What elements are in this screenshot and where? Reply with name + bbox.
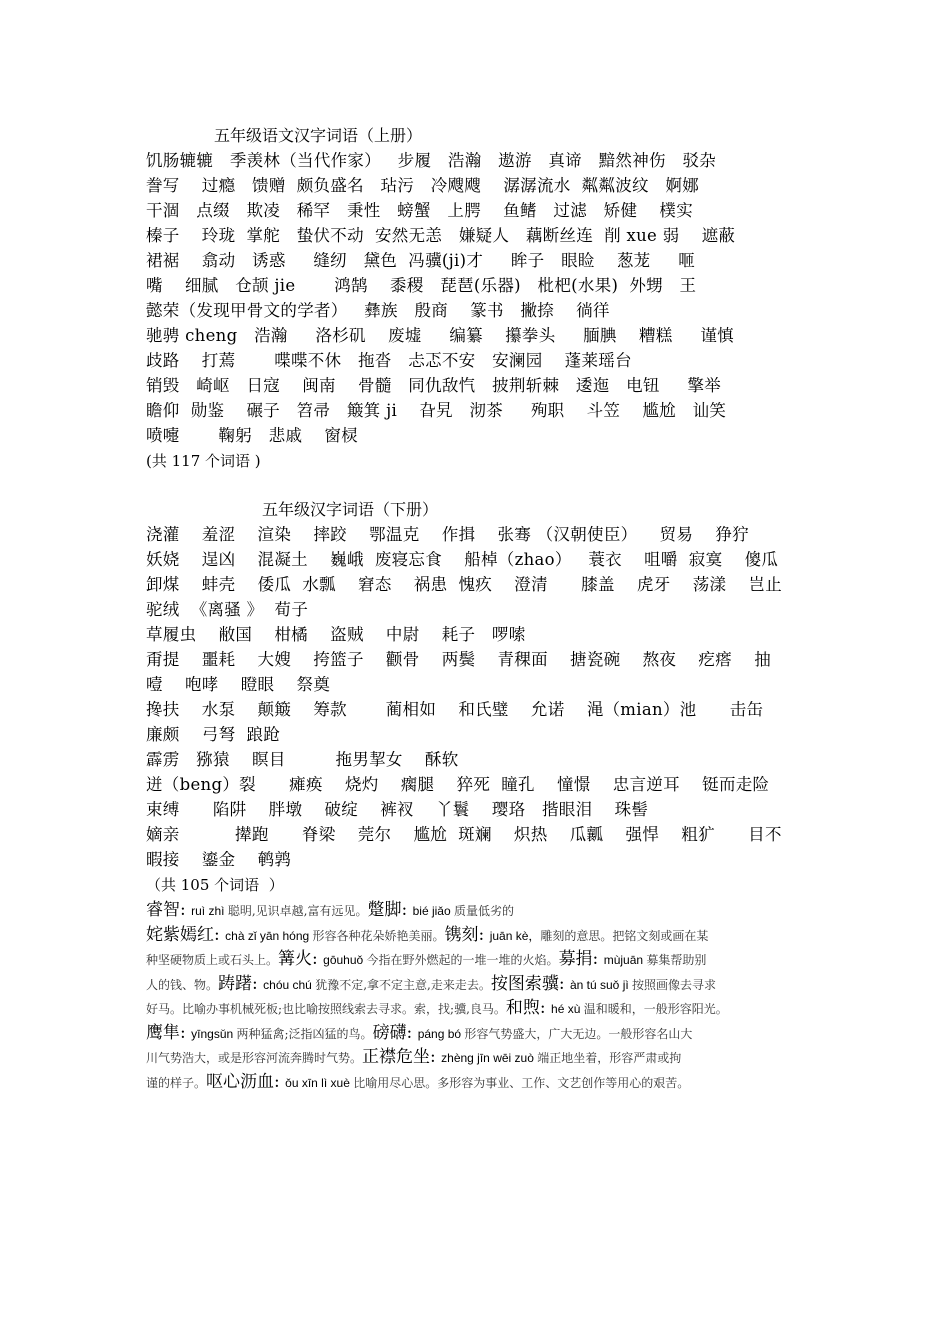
definition-gloss: 端正地坐着，形容严肃或拘 (537, 1051, 682, 1065)
definition-term: 呕心沥血: (206, 1071, 286, 1092)
definition-term: 篝火: (278, 949, 324, 969)
definition-gloss: 质量低劣的 (453, 904, 514, 918)
definition-term: 鹰隼: (146, 1022, 192, 1043)
vocab-line: 饥肠辘辘 季羡林（当代作家） 步履 浩瀚 遨游 真谛 黯然神伤 驳杂 (146, 151, 717, 170)
vocab-line: 搀扶 水泵 颠簸 筹款 蔺相如 和氏璧 允诺 渑（mian）池 击缶 (146, 700, 764, 719)
definition-line (146, 923, 822, 948)
vocab-line: 瞻仰 勋鉴 碾子 笤帚 簸箕 ji 旮旯 沏茶 殉职 斗笠 尴尬 讪笑 (146, 401, 727, 420)
definition-gloss: 川气势浩大，或是形容河流奔腾时气势。 (146, 1051, 363, 1065)
upper-section-title: 五年级语文汉字词语（上册） (214, 126, 423, 145)
vocab-line: 霹雳 猕猿 瞑目 拖男挈女 酥软 (146, 750, 459, 769)
vocab-line: 妖娆 逞凶 混凝土 巍峨 废寝忘食 船棹（zhao） 蓑衣 咀嚼 寂寞 傻瓜 (146, 550, 779, 569)
definition-gloss: 按照画像去寻求 (632, 977, 717, 992)
definition-gloss: 形容气势盛大，广大无边。一般形容名山大 (464, 1026, 693, 1041)
vocab-line: 榛子 玲珑 掌舵 蛰伏不动 安然无恙 嫌疑人 藕断丝连 削 xue 弱 遮蔽 (146, 226, 736, 245)
vocab-line: 浇灌 羞涩 渲染 摔跤 鄂温克 作揖 张骞 （汉朝使臣） 贸易 狰狞 (146, 525, 749, 544)
definition-term: 踌躇: (218, 973, 264, 994)
definition-gloss: 两种猛禽;泛指凶猛的鸟。 (236, 1026, 373, 1041)
definition-term: 和煦: (505, 998, 552, 1018)
vocab-line: 甭提 噩耗 大嫂 挎篮子 颧骨 两鬓 青稞面 搪瓷碗 熬夜 疙瘩 抽 (146, 650, 771, 669)
definition-gloss: 聪明,见识卓越,富有远见。 (227, 904, 368, 918)
definition-term: 蹩脚: (367, 900, 413, 920)
definition-gloss: 雕刻的意思。把铭文刻或画在某 (540, 928, 709, 943)
vocab-line: 廉颇 弓弩 踉跄 (146, 725, 281, 744)
definition-gloss: 形容各种花朵娇艳美丽。 (312, 928, 445, 943)
vocab-line: 歧路 打蔫 喋喋不休 拖沓 忐忑不安 安澜园 蓬莱瑶台 (146, 351, 632, 370)
definition-pinyin: mùjuān (603, 953, 647, 967)
vocab-line: 迸（beng）裂 瘫痪 烧灼 瘸腿 猝死 瞳孔 憧憬 忠言逆耳 铤而走险 (146, 775, 770, 794)
definition-pinyin: yīngsǔn (191, 1026, 237, 1041)
definition-gloss: 人的钱、物。 (146, 977, 219, 992)
definition-pinyin: gōuhuǒ (323, 953, 367, 967)
definition-line (146, 898, 822, 923)
vocab-line: 誊写 过瘾 馈赠 颇负盛名 玷污 冷飕飕 潺潺流水 粼粼波纹 婀娜 (146, 176, 700, 195)
vocab-line: 束缚 陷阱 胖墩 破绽 裤衩 丫鬟 璎珞 揩眼泪 珠髻 (146, 800, 649, 819)
definition-gloss: 比喻用尽心思。多形容为事业、工作、文艺创作等用心的艰苦。 (353, 1075, 690, 1090)
definition-term: 镌刻: (444, 924, 490, 945)
definition-pinyin: hé xù (551, 1002, 584, 1016)
vocab-line: 喷嚏 鞠躬 悲戚 窗棂 (146, 426, 359, 445)
vocab-line: 驰骋 cheng 浩瀚 洛杉矶 废墟 编纂 攥拳头 腼腆 糟糕 谨慎 (146, 326, 734, 345)
definition-pinyin: juān kè， (489, 928, 541, 943)
definition-gloss: 募集帮助别 (646, 953, 707, 967)
definition-term: 姹紫嫣红: (146, 924, 226, 945)
definition-line (146, 1070, 822, 1095)
definition-pinyin: chà zǐ yān hóng (225, 928, 313, 943)
vocab-line: 裙裾 翕动 诱惑 缝纫 黛色 冯骥(ji)才 眸子 眼睑 葱茏 咂 (146, 251, 695, 270)
definition-gloss: 犹豫不定,拿不定主意,走来走去。 (315, 977, 491, 992)
definition-line (146, 1045, 822, 1070)
vocab-line: 懿荣（发现甲骨文的学者） 彝族 殷商 篆书 撇捺 徜徉 (146, 301, 610, 320)
definition-term: 睿智: (146, 900, 192, 920)
definition-term: 正襟危坐: (362, 1047, 442, 1067)
upper-word-count: (共 117 个词语 ) (146, 452, 261, 470)
definition-pinyin: bié jiǎo (412, 904, 454, 918)
definition-line (146, 972, 822, 997)
vocab-line: 干涸 点缀 欺凌 稀罕 秉性 螃蟹 上腭 鱼鳍 过滤 矫健 樸实 (146, 201, 694, 220)
definition-term: 按图索骥: (490, 973, 570, 994)
vocab-line: 草履虫 敝国 柑橘 盗贼 中尉 耗子 啰嗦 (146, 625, 526, 644)
definition-pinyin: ǒu xīn lì xuè (285, 1075, 354, 1090)
definition-gloss: 谨的样子。 (146, 1075, 207, 1090)
definition-pinyin: chóu chú (263, 977, 316, 992)
definition-line (146, 996, 822, 1021)
vocab-line: 嘴 细腻 仓颉 jie 鸿鹄 黍稷 琵琶(乐器) 枇杷(水果) 外甥 王 (146, 276, 697, 295)
vocab-line: 噎 咆哮 瞪眼 祭奠 (146, 675, 331, 694)
definition-pinyin: zhèng jīn wēi zuò (441, 1051, 538, 1065)
definition-pinyin: páng bó (417, 1026, 465, 1041)
definition-pinyin: àn tú suǒ jì (569, 977, 633, 992)
definition-gloss: 今指在野外燃起的一堆一堆的火焰。 (366, 953, 559, 967)
definition-gloss: 种坚硬物质上或石头上。 (146, 953, 279, 967)
vocab-line: 暇接 鎏金 鹌鹑 (146, 850, 292, 869)
definition-gloss: 温和暖和，一般形容阳光。 (583, 1002, 728, 1016)
lower-word-count: （共 105 个词语 ） (146, 876, 284, 894)
vocab-line: 嫡亲 撵跑 脊梁 莞尔 尴尬 斑斓 炽热 瓜瓤 强悍 粗犷 目不 (146, 825, 782, 844)
definition-line (146, 1021, 822, 1046)
vocab-line: 销毁 崎岖 日寇 闽南 骨髓 同仇敌忾 披荆斩棘 逶迤 电钮 擎举 (146, 376, 722, 395)
definition-term: 磅礴: (372, 1022, 418, 1043)
definition-line (146, 947, 822, 972)
vocab-line: 卸煤 蚌壳 倭瓜 水瓢 窘态 祸患 愧疚 澄清 膝盖 虎牙 荡漾 岂止 (146, 575, 783, 594)
lower-section-title: 五年级汉字词语（下册） (262, 500, 439, 519)
definition-pinyin: ruì zhì (191, 904, 228, 918)
definition-gloss: 好马。比喻办事机械死板;也比喻按照线索去寻求。索，找;骥,良马。 (146, 1002, 506, 1016)
vocab-line: 驼绒 《离骚 》 荀子 (146, 600, 309, 619)
definition-term: 募捐: (558, 949, 604, 969)
